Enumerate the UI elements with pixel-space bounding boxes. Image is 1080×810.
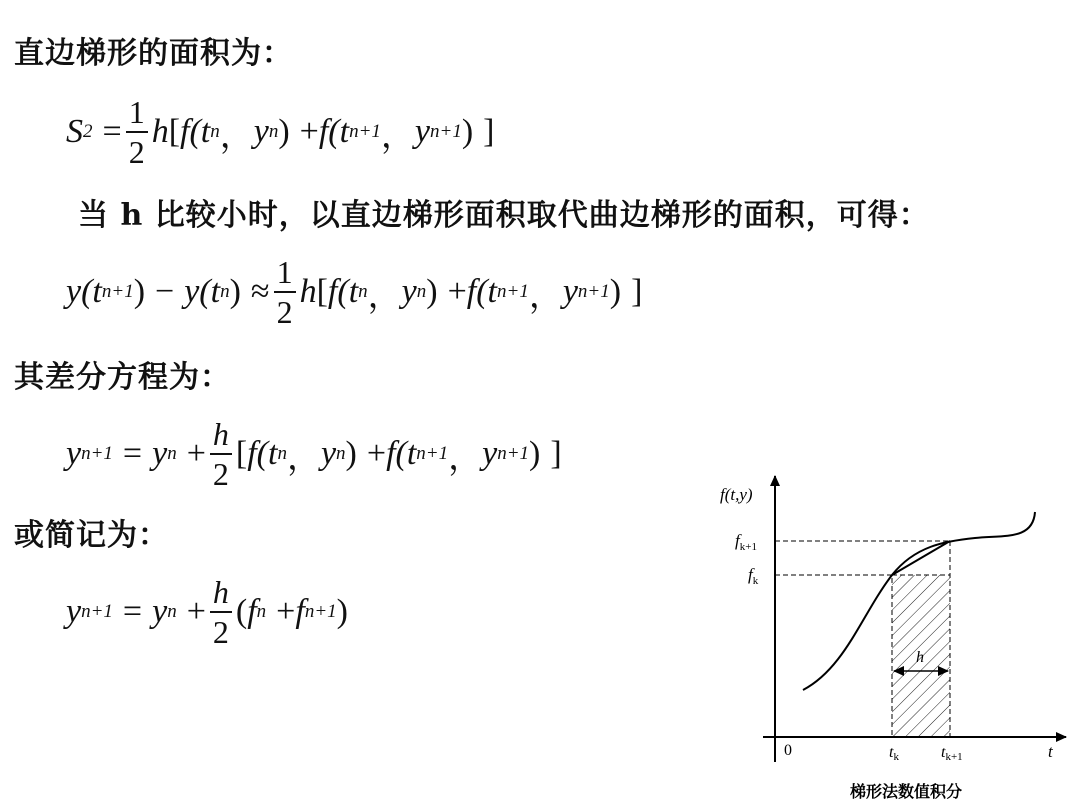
eq1-h: h: [151, 113, 169, 150]
eq2-frac-den: 2: [276, 294, 293, 330]
heading-short-form: 或简记为：: [14, 518, 169, 553]
eq3-close1: ): [345, 435, 357, 472]
eq2-y2: y(: [184, 273, 211, 310]
eq3-y-lhs: y: [66, 435, 82, 472]
eq3-t1-sub: n: [277, 443, 287, 464]
eq3-comma1: ，: [286, 439, 321, 477]
eq3-f2: f(: [386, 435, 407, 472]
eq2-close4: ): [609, 273, 622, 310]
eq1-t1: t: [200, 113, 211, 150]
eq3-f1: f(: [247, 435, 268, 472]
eq3-frac-den: 2: [212, 456, 229, 492]
eq3-y2: y: [482, 435, 498, 472]
eq2-y3-sub: n: [416, 281, 427, 302]
trapezoid-chord: [892, 541, 950, 575]
eq4-right-paren: ): [336, 593, 348, 630]
eq1-lhs: S: [66, 113, 83, 150]
eq2-t3-sub: n: [358, 281, 368, 302]
eq2-frac-num: 1: [274, 256, 296, 293]
eq2-close1: ): [133, 273, 146, 310]
eq3-y2-sub: n+1: [497, 443, 530, 464]
eq3-t2: t: [406, 435, 417, 472]
eq2-approx: ≈: [250, 273, 270, 310]
eq2-t3: t: [348, 273, 359, 310]
eq2-close2: ): [229, 273, 241, 310]
eq3-t2-sub: n+1: [416, 443, 449, 464]
h-label: h: [916, 649, 924, 666]
eq1-frac-den: 2: [128, 134, 145, 170]
eq2-y4-sub: n+1: [577, 281, 610, 302]
eq1-close2: ): [461, 113, 474, 150]
origin-label: 0: [784, 742, 792, 759]
eq3-close2: ): [529, 435, 541, 472]
eq3-y-lhs-sub: n+1: [81, 443, 113, 464]
eq2-minus: −: [155, 273, 175, 310]
eq4-left-paren: (: [235, 593, 248, 630]
eq1-y1-sub: n: [268, 121, 279, 142]
eq3-t1: t: [268, 435, 278, 472]
tk-label: tk: [889, 744, 899, 763]
tk1-label: tk+1: [941, 744, 963, 763]
eq4-frac-num: h: [210, 576, 232, 613]
paragraph-small-h: 当 h 比较小时，以直边梯形面积取代曲边梯形的面积，可得：: [78, 198, 930, 233]
heading-difference-equation: 其差分方程为：: [14, 360, 231, 395]
eq3-y-rhs: y: [152, 435, 168, 472]
eq1-plus: +: [299, 113, 319, 150]
eq3-frac-num: h: [210, 418, 232, 455]
eq3-equals: =: [122, 435, 143, 472]
y-axis-label: f(t,y): [720, 485, 753, 504]
eq4-f2-sub: n+1: [304, 601, 337, 622]
fk-label: $f_k$: [748, 565, 759, 587]
eq1-t1-sub: n: [210, 121, 220, 142]
eq1-f1: f(: [180, 113, 201, 150]
eq2-t1: t: [92, 273, 102, 310]
eq4-y-rhs-sub: n: [167, 601, 177, 622]
eq1-y2: y: [414, 113, 431, 150]
eq2-t4: t: [487, 273, 497, 310]
eq1-right-bracket: ]: [483, 113, 495, 150]
eq2-plus: +: [447, 273, 467, 310]
eq4-y-rhs: y: [152, 593, 168, 630]
eq1-comma2: ，: [380, 117, 415, 155]
eq3-plus1: +: [186, 435, 206, 472]
eq3-y1: y: [320, 435, 337, 472]
eq2-right-bracket: ]: [631, 273, 643, 310]
eq4-y-lhs: y: [66, 593, 82, 630]
eq1-equals: =: [102, 113, 122, 150]
eq2-left-bracket: [: [316, 273, 328, 310]
eq4-equals: =: [122, 593, 143, 630]
eq2-f2: f(: [466, 273, 488, 310]
eq2-close3: ): [426, 273, 438, 310]
eq2-y4: y: [562, 273, 578, 310]
eq2-t4-sub: n+1: [497, 281, 529, 302]
heading-trapezoid-area: 直边梯形的面积为：: [14, 36, 293, 71]
eq2-y1: y(: [66, 273, 93, 310]
eq2-t1-sub: n+1: [101, 281, 134, 302]
eq3-left-bracket: [: [235, 435, 248, 472]
eq1-close1: ): [278, 113, 290, 150]
eq4-y-lhs-sub: n+1: [81, 601, 113, 622]
eq1-left-bracket: [: [168, 113, 181, 150]
eq2-t2: t: [210, 273, 221, 310]
fk1-label: $f_{k+1}$: [735, 531, 757, 553]
eq3-comma2: ，: [448, 439, 483, 477]
eq3-plus2: +: [366, 435, 387, 472]
eq1-comma1: ，: [219, 117, 254, 155]
eq1-y1: y: [253, 113, 269, 150]
eq1-y2-sub: n+1: [430, 121, 462, 142]
figure-caption: 梯形法数值积分: [850, 784, 963, 801]
eq4-plus1: +: [186, 593, 206, 630]
eq4-f1-sub: n: [256, 601, 267, 622]
eq3-y-rhs-sub: n: [167, 443, 177, 464]
eq1-t2-sub: n+1: [349, 121, 381, 142]
eq2-t2-sub: n: [220, 281, 230, 302]
eq2-f1: f(: [327, 273, 349, 310]
eq1-t2: t: [339, 113, 350, 150]
eq2-y3: y: [401, 273, 417, 310]
eq2-h: h: [299, 273, 317, 310]
eq3-right-bracket: ]: [550, 435, 562, 472]
eq1-lhs-sub: 2: [83, 121, 93, 142]
eq2-comma2: ，: [528, 277, 563, 315]
eq1-frac-num: 1: [126, 96, 148, 133]
eq3-y1-sub: n: [336, 443, 346, 464]
eq4-frac-den: 2: [212, 614, 229, 650]
eq2-comma1: ，: [367, 277, 402, 315]
eq4-f2: f: [295, 593, 305, 630]
eq4-plus2: +: [276, 593, 296, 630]
x-axis-label: t: [1048, 742, 1053, 761]
eq1-f2: f(: [318, 113, 340, 150]
eq4-f1: f: [247, 593, 257, 630]
